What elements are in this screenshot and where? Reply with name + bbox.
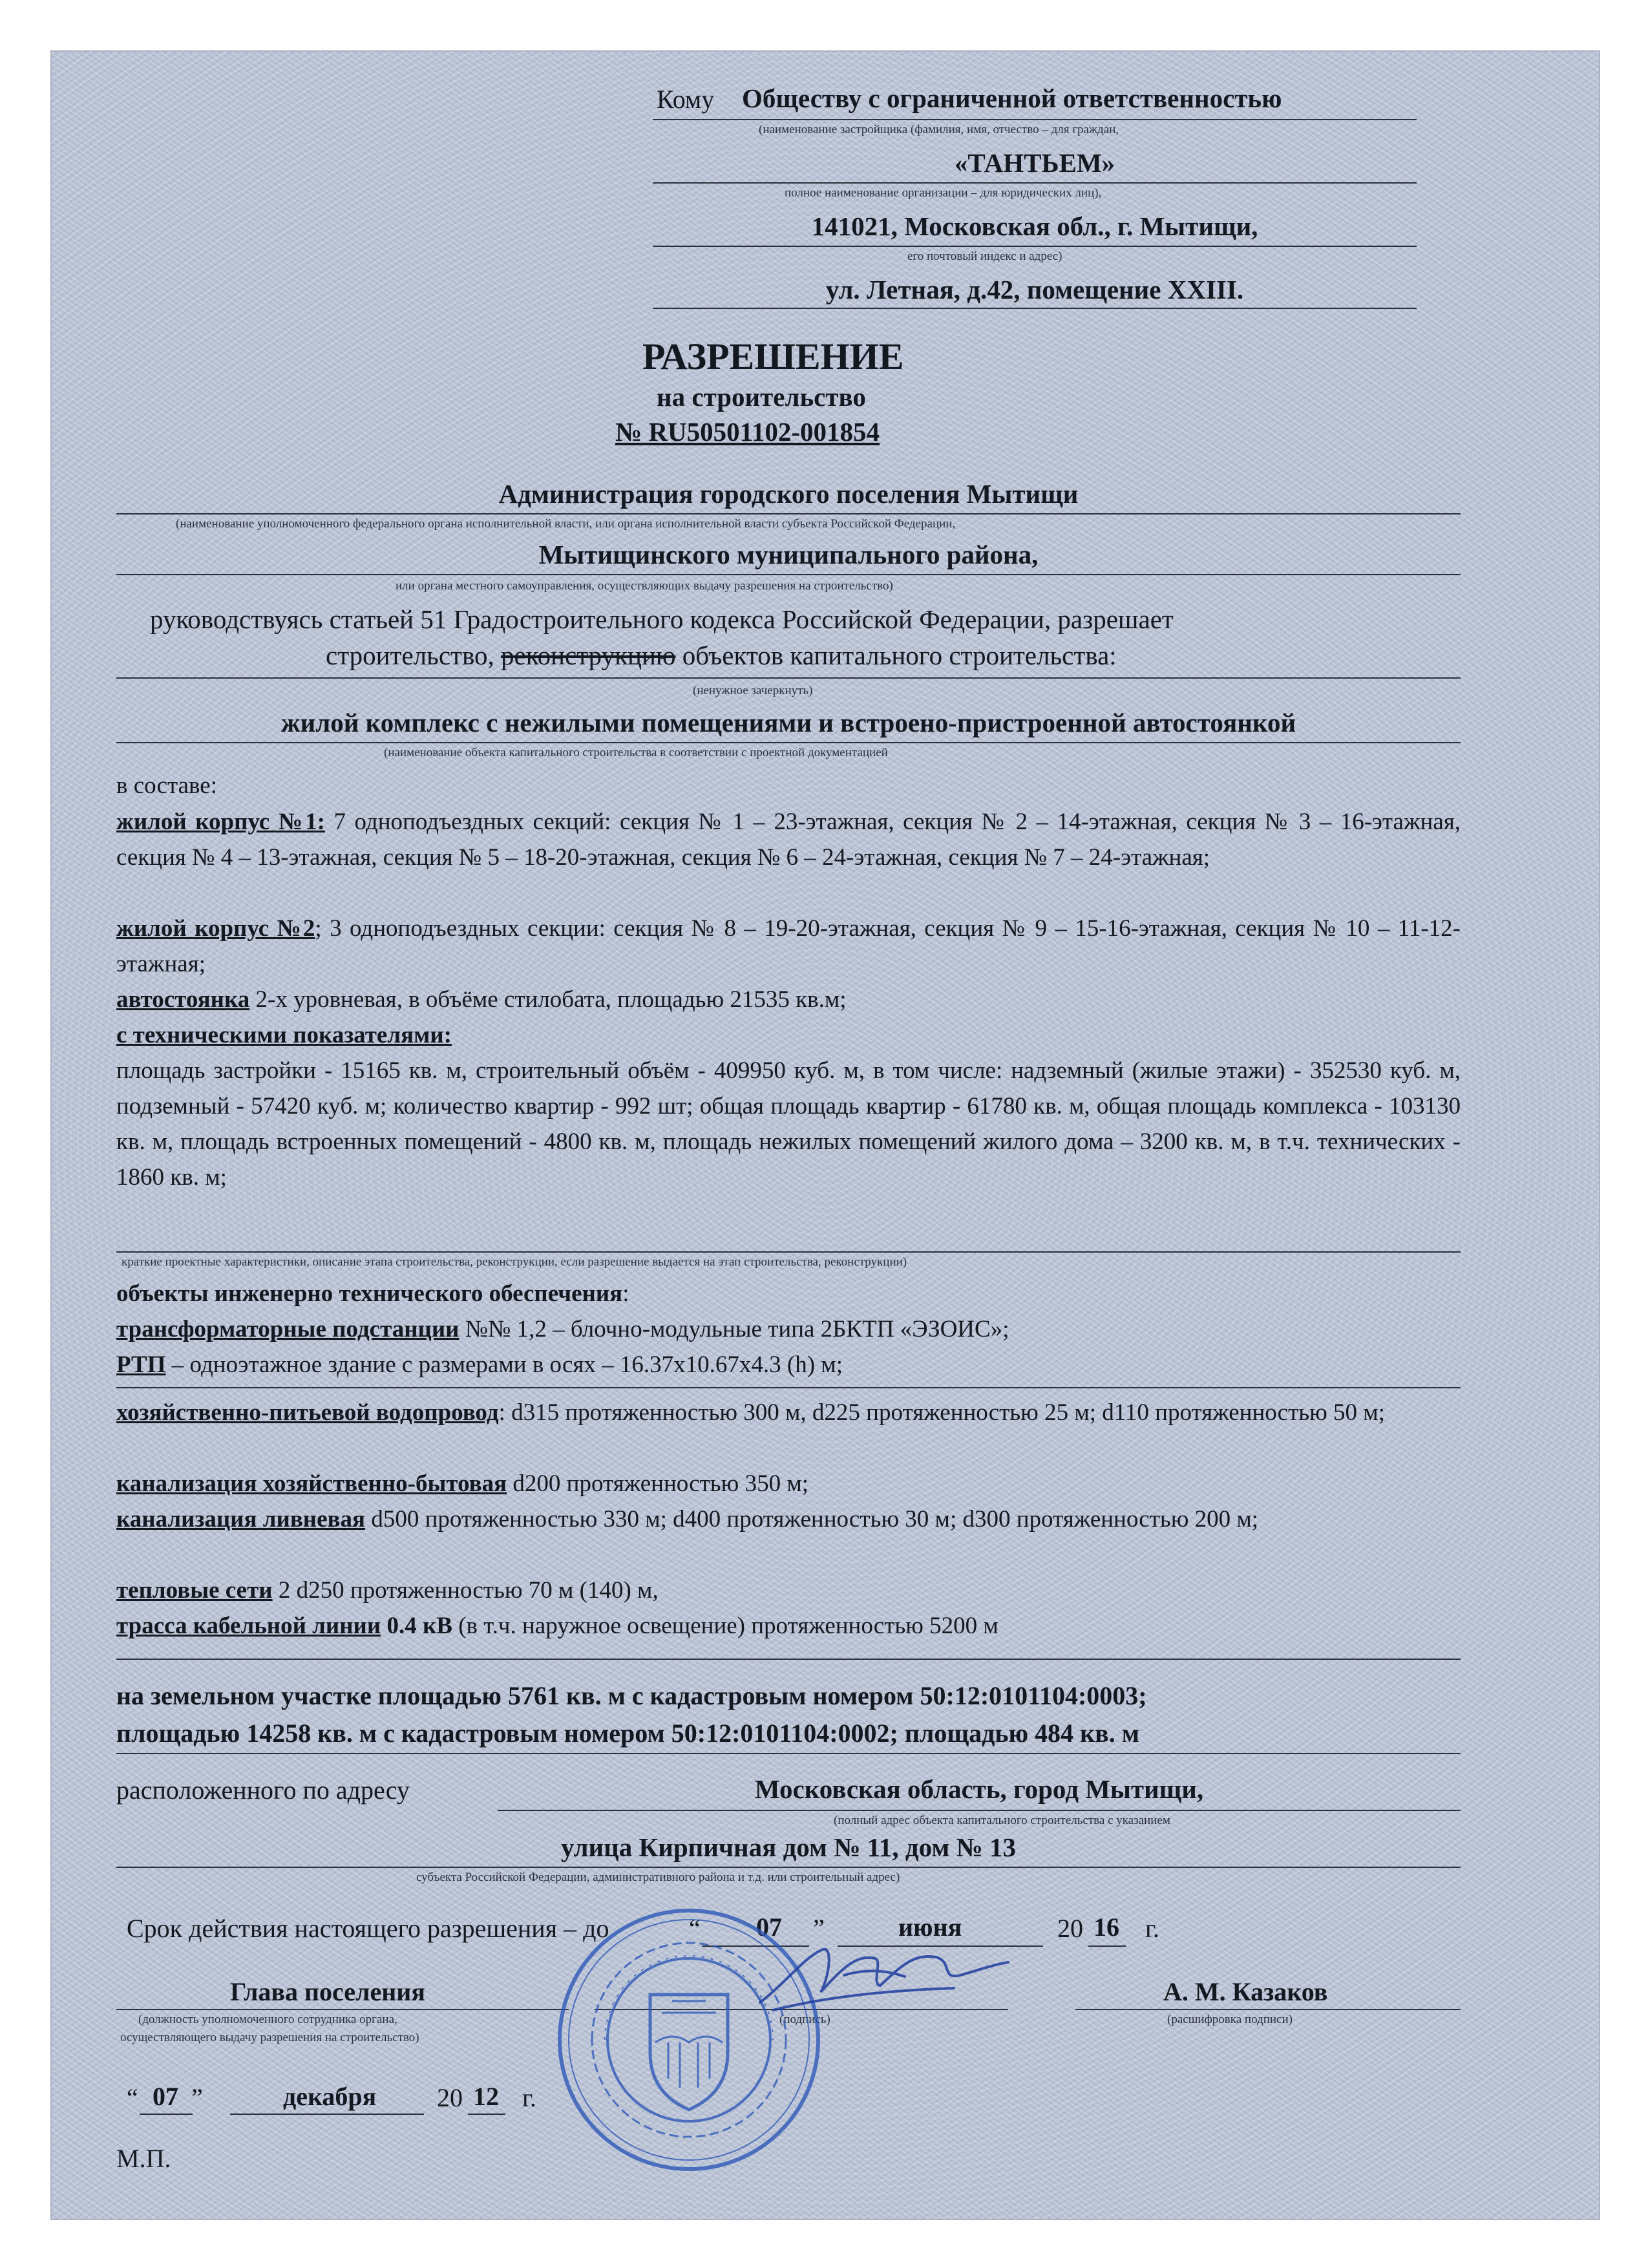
object-name: жилой комплекс с нежилыми помещениями и встроено-пристроенной автостоянкой [280, 708, 1296, 737]
sewer-text: d200 протяженностью 350 м; [512, 1470, 809, 1497]
engineering-heading-text: объекты инженерно технического обеспечения [116, 1280, 623, 1307]
building-2-text: ; 3 одноподъездных секции: секция № 8 – 19-20-этажная, секция № 9 – 15-16-этажная, секция № 10 – 11-12-этажная; [116, 915, 1461, 977]
rule [116, 1753, 1461, 1754]
building-1-text: 7 одноподъездных секций: секция № 1 – 23-этажная, секция № 2 – 14-этажная, секция № 3 – 16-этажная, секция № 4 – 13-этажная, секция № 5 – 18-20-этажная, секция № 6 – 24-этажная, секция № 7 – 24-этажная; [116, 809, 1461, 871]
rule [230, 2114, 424, 2115]
land-line1: на земельном участке площадью 5761 кв. м с кадастровым номером 50:12:0101104:0003; [116, 1681, 1147, 1710]
tech-label: с техническими показателями: [116, 1022, 452, 1048]
rule [116, 513, 1461, 514]
parking-label: автостоянка [116, 986, 250, 1013]
recipient-line2: «ТАНТЬЕМ» [954, 148, 1115, 178]
storm-label: канализация ливневая [116, 1506, 366, 1532]
signer-position: Глава поселения [230, 1977, 425, 2006]
rule [116, 742, 1461, 743]
cable-line [116, 1608, 1461, 1644]
authority-caption2: или органа местного самоуправления, осуществляющих выдачу разрешения на строительство) [396, 579, 893, 593]
basis-text2 [326, 640, 1117, 671]
cable-voltage: 0.4 кВ [386, 1613, 452, 1639]
validity-month: июня [898, 1913, 962, 1942]
recipient-caption1: (наименование застройщика (фамилия, имя, отчество – для граждан, [759, 123, 1119, 136]
heat-network [116, 1573, 1461, 1608]
validity-year-suffix: 16 [1093, 1913, 1119, 1942]
rule [116, 2009, 569, 2010]
signer-name-caption: (расшифровка подписи) [1167, 2013, 1293, 2026]
rule [116, 574, 1461, 575]
signer-name: А. М. Казаков [1163, 1977, 1328, 2006]
document-subtitle: на строительство [657, 382, 866, 412]
signature-caption: (подпись) [779, 2013, 830, 2026]
cable-text: (в т.ч. наружное освещение) протяженностью 5200 м [458, 1613, 998, 1639]
parking-text: 2-х уровневая, в объёме стилобата, площадью 21535 кв.м; [255, 986, 847, 1013]
building-1 [116, 804, 1461, 875]
building-2 [116, 911, 1461, 982]
authority-line2: Мытищинского муниципального района, [538, 540, 1039, 569]
water-supply [116, 1395, 1461, 1430]
address-caption2: субъекта Российской Федерации, административного района и т.д. или строительный адрес) [416, 1871, 900, 1884]
recipient-line1: Обществу с ограниченной ответственностью [742, 83, 1282, 113]
rule [653, 119, 1417, 120]
heat-label: тепловые сети [116, 1577, 273, 1604]
basis-reconstruction-struck: реконструкцию [501, 641, 676, 670]
rule [116, 1387, 1461, 1388]
recipient-caption3: его почтовый индекс и адрес) [907, 249, 1062, 263]
signer-position-caption1: (должность уполномоченного сотрудника органа, [138, 2013, 397, 2026]
issue-year-suffix: 12 [473, 2082, 499, 2111]
engineering-heading-colon: : [622, 1280, 629, 1307]
rtp [116, 1347, 1461, 1383]
basis-objects: объектов капитального строительства: [682, 641, 1117, 670]
rule [498, 1810, 1461, 1811]
tp-text: №№ 1,2 – блочно-модульные типа 2БКТП «ЭЗОИС»; [465, 1316, 1009, 1342]
rule [468, 2114, 505, 2115]
stamp-place: М.П. [116, 2144, 171, 2173]
heat-text: 2 d250 протяженностью 70 м (140) м, [278, 1577, 659, 1604]
recipient-line4: ул. Летная, д.42, помещение XXIII. [825, 275, 1244, 304]
recipient-prefix: Кому [657, 85, 715, 114]
validity-year-unit: г. [1145, 1914, 1159, 1943]
object-caption: (наименование объекта капитального строительства в соответствии с проектной документацией [384, 746, 888, 759]
validity-year-prefix: 20 [1057, 1914, 1083, 1943]
validity-q-close: ” [813, 1914, 825, 1943]
rule [653, 246, 1417, 247]
water-text: : d315 протяженностью 300 м, d225 протяженностью 25 м; d110 протяженностью 50 м; [498, 1399, 1385, 1426]
permit-number: № RU50501102-001854 [615, 417, 880, 447]
issue-year-unit: г. [522, 2083, 536, 2112]
tp-label: трансформаторные подстанции [116, 1316, 460, 1342]
address-line2: улица Кирпичная дом № 11, дом № 13 [561, 1832, 1016, 1862]
basis-construction: строительство, [326, 641, 494, 670]
rule [116, 677, 1461, 679]
issue-day: 07 [153, 2082, 178, 2111]
parking [116, 982, 1461, 1017]
water-label: хозяйственно-питьевой водопровод [116, 1399, 499, 1426]
rule [116, 1659, 1461, 1660]
cable-label: трасса кабельной линии [116, 1613, 381, 1639]
validity-q-open: “ [689, 1914, 701, 1943]
rtp-text: – одноэтажное здание с размерами в осях – 16.37x10.67x4.3 (h) м; [171, 1351, 843, 1378]
validity-prefix: Срок действия настоящего разрешения – до [127, 1914, 609, 1943]
composition-caption: краткие проектные характеристики, описание этапа строительства, реконструкции, если разрешение выдается на этап строительства, реконструкции) [121, 1255, 907, 1269]
issue-q-open: “ [127, 2083, 138, 2112]
issue-year-prefix: 20 [437, 2083, 463, 2112]
tech-text: площадь застройки - 15165 кв. м, строительный объём - 409950 куб. м, в том числе: надземный (жилые этажи) - 352530 куб. м, подземный - 57420 куб. м; количество квартир - 992 шт; общая площадь квартир - 61780 кв. м, общая площадь комплекса - 103130 кв. м, площадь встроенных помещений - 4800 кв. м, площадь нежилых помещений жилого дома – 3200 кв. м, в т.ч. технических - 1860 кв. м; [116, 1057, 1461, 1191]
authority-caption1: (наименование уполномоченного федерального органа исполнительной власти, или органа исполнительной власти субъекта Российской Федерации, [176, 517, 956, 531]
building-2-label: жилой корпус №2 [116, 915, 315, 942]
rule [1088, 1945, 1126, 1947]
rule [116, 1251, 1461, 1253]
basis-caption: (ненужное зачеркнуть) [693, 684, 813, 697]
issue-month: декабря [283, 2082, 377, 2111]
signer-position-caption2: осуществляющего выдачу разрешения на строительство) [120, 2031, 419, 2044]
transformer-substations [116, 1311, 1461, 1347]
storm-sewer [116, 1501, 1461, 1537]
land-line2: площадью 14258 кв. м с кадастровым номером 50:12:0101104:0002; площадью 484 кв. м [116, 1719, 1139, 1748]
issue-q-close: ” [191, 2083, 203, 2112]
rule [653, 182, 1417, 184]
sewer [116, 1466, 1461, 1501]
rule [140, 2114, 193, 2115]
recipient-caption2: полное наименование организации – для юридических лиц), [785, 186, 1102, 200]
authority-line1: Администрация городского поселения Мытищи [498, 479, 1079, 509]
sewer-label: канализация хозяйственно-бытовая [116, 1470, 507, 1497]
address-prefix: расположенного по адресу [116, 1775, 410, 1805]
building-1-label: жилой корпус №1: [116, 809, 325, 835]
signature-scribble-icon [747, 1930, 1019, 2027]
composition-intro: в составе: [116, 772, 217, 799]
address-line1: Московская область, город Мытищи, [754, 1774, 1204, 1804]
engineering-heading [116, 1276, 1461, 1311]
validity-day: 07 [756, 1913, 782, 1942]
recipient-line3: 141021, Московская обл., г. Мытищи, [811, 211, 1258, 241]
rule [653, 308, 1417, 309]
basis-text1: руководствуясь статьей 51 Градостроительного кодекса Российской Федерации, разрешает [150, 604, 1174, 634]
document-title: РАЗРЕШЕНИЕ [642, 335, 904, 377]
rule [1075, 2009, 1461, 2010]
rtp-label: РТП [116, 1351, 166, 1378]
address-caption1: (полный адрес объекта капитального строительства с указанием [834, 1814, 1170, 1827]
rule [116, 1867, 1461, 1868]
storm-text: d500 протяженностью 330 м; d400 протяженностью 30 м; d300 протяженностью 200 м; [371, 1506, 1259, 1532]
